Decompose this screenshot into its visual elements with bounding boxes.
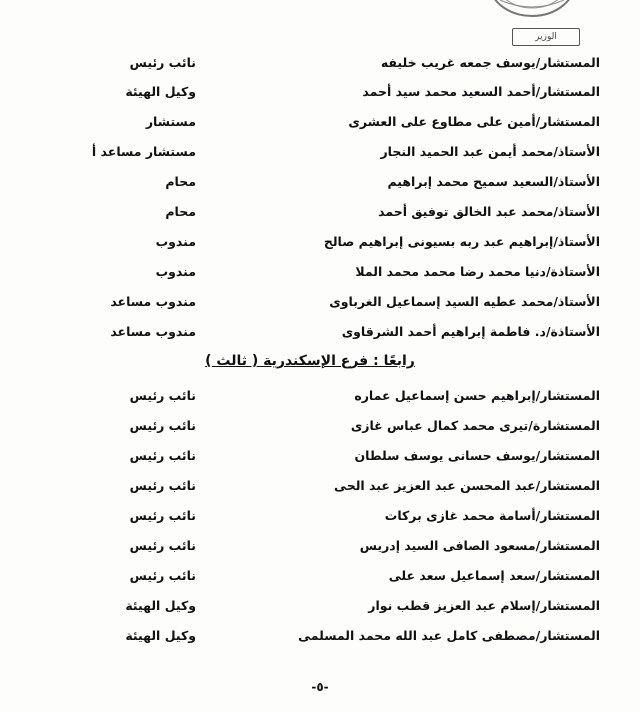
person-role: نائب رئيس	[129, 388, 196, 403]
person-name: المستشار/مصطفى كامل عبد الله محمد المسلمى	[298, 628, 600, 643]
person-role: مندوب	[155, 234, 196, 249]
list-item	[90, 201, 610, 223]
seal-logo	[486, 0, 578, 18]
person-name: المستشار/عبد المحسن عبد العزيز عبد الحى	[334, 478, 600, 493]
person-name: الأستاذ/محمد أيمن عبد الحميد النجار	[380, 144, 600, 159]
person-role: مستشار مساعد أ	[91, 144, 196, 159]
person-name: المستشار/أحمد السعيد محمد سيد أحمد	[362, 84, 600, 99]
person-name: الأستاذة/د. فاطمة إبراهيم أحمد الشرقاوى	[341, 324, 600, 339]
list-item	[90, 475, 610, 497]
person-role: محام	[165, 204, 196, 219]
person-role: نائب رئيس	[129, 55, 196, 70]
person-name: المستشار/إسلام عبد العزيز قطب نوار	[368, 598, 600, 613]
section-title: رابعًا : فرع الإسكندرية ( ثالث )	[205, 353, 415, 369]
list-item	[90, 171, 610, 193]
person-role: نائب رئيس	[129, 478, 196, 493]
list-item	[90, 595, 610, 617]
person-name: المستشار/يوسف حسانى يوسف سلطان	[354, 448, 600, 463]
person-name: المستشارة/تيرى محمد كمال عباس غازى	[350, 418, 600, 433]
list-item	[90, 81, 610, 103]
person-role: مستشار	[145, 114, 196, 129]
person-role: نائب رئيس	[129, 448, 196, 463]
person-name: المستشار/يوسف جمعه غريب خليفه	[380, 55, 600, 70]
list-item	[90, 505, 610, 527]
list-item	[90, 445, 610, 467]
person-role: وكيل الهيئة	[125, 598, 196, 613]
person-role: مندوب مساعد	[110, 324, 196, 339]
list-item	[90, 385, 610, 407]
person-role: محام	[165, 174, 196, 189]
person-role: نائب رئيس	[129, 568, 196, 583]
person-role: وكيل الهيئة	[125, 84, 196, 99]
person-role: وكيل الهيئة	[125, 628, 196, 643]
person-name: الأستاذة/دنيا محمد رضا محمد محمد الملا	[355, 264, 600, 279]
person-role: نائب رئيس	[129, 418, 196, 433]
person-name: المستشار/أسامة محمد غازى بركات	[384, 508, 600, 523]
list-item	[90, 291, 610, 313]
list-item	[90, 535, 610, 557]
person-name: الأستاذ/السعيد سميح محمد إبراهيم	[387, 174, 600, 189]
person-name: الأستاذ/محمد عبد الخالق توفيق أحمد	[378, 204, 600, 219]
list-item	[90, 111, 610, 133]
list-item	[90, 625, 610, 647]
minister-stamp: الوزير	[512, 28, 580, 46]
person-name: المستشار/مسعود الصافى السيد إدريس	[359, 538, 600, 553]
person-name: الأستاذ/محمد عطيه السيد إسماعيل الغرباوى	[329, 294, 600, 309]
list-item	[90, 415, 610, 437]
person-role: مندوب مساعد	[110, 294, 196, 309]
person-name: المستشار/إبراهيم حسن إسماعيل عماره	[354, 388, 600, 403]
person-name: الأستاذ/إبراهيم عبد ربه بسيونى إبراهيم صالح	[323, 234, 600, 249]
list-item	[90, 321, 610, 343]
list-item	[90, 565, 610, 587]
page-number: -٥-	[311, 680, 329, 694]
person-role: نائب رئيس	[129, 508, 196, 523]
list-item	[90, 261, 610, 283]
section-heading	[180, 350, 440, 372]
list-item	[90, 52, 610, 74]
list-item	[90, 141, 610, 163]
person-name: المستشار/سعد إسماعيل سعد على	[388, 568, 600, 583]
person-role: نائب رئيس	[129, 538, 196, 553]
person-role: مندوب	[155, 264, 196, 279]
person-name: المستشار/أمين على مطاوع على العشرى	[348, 114, 600, 129]
list-item	[90, 231, 610, 253]
